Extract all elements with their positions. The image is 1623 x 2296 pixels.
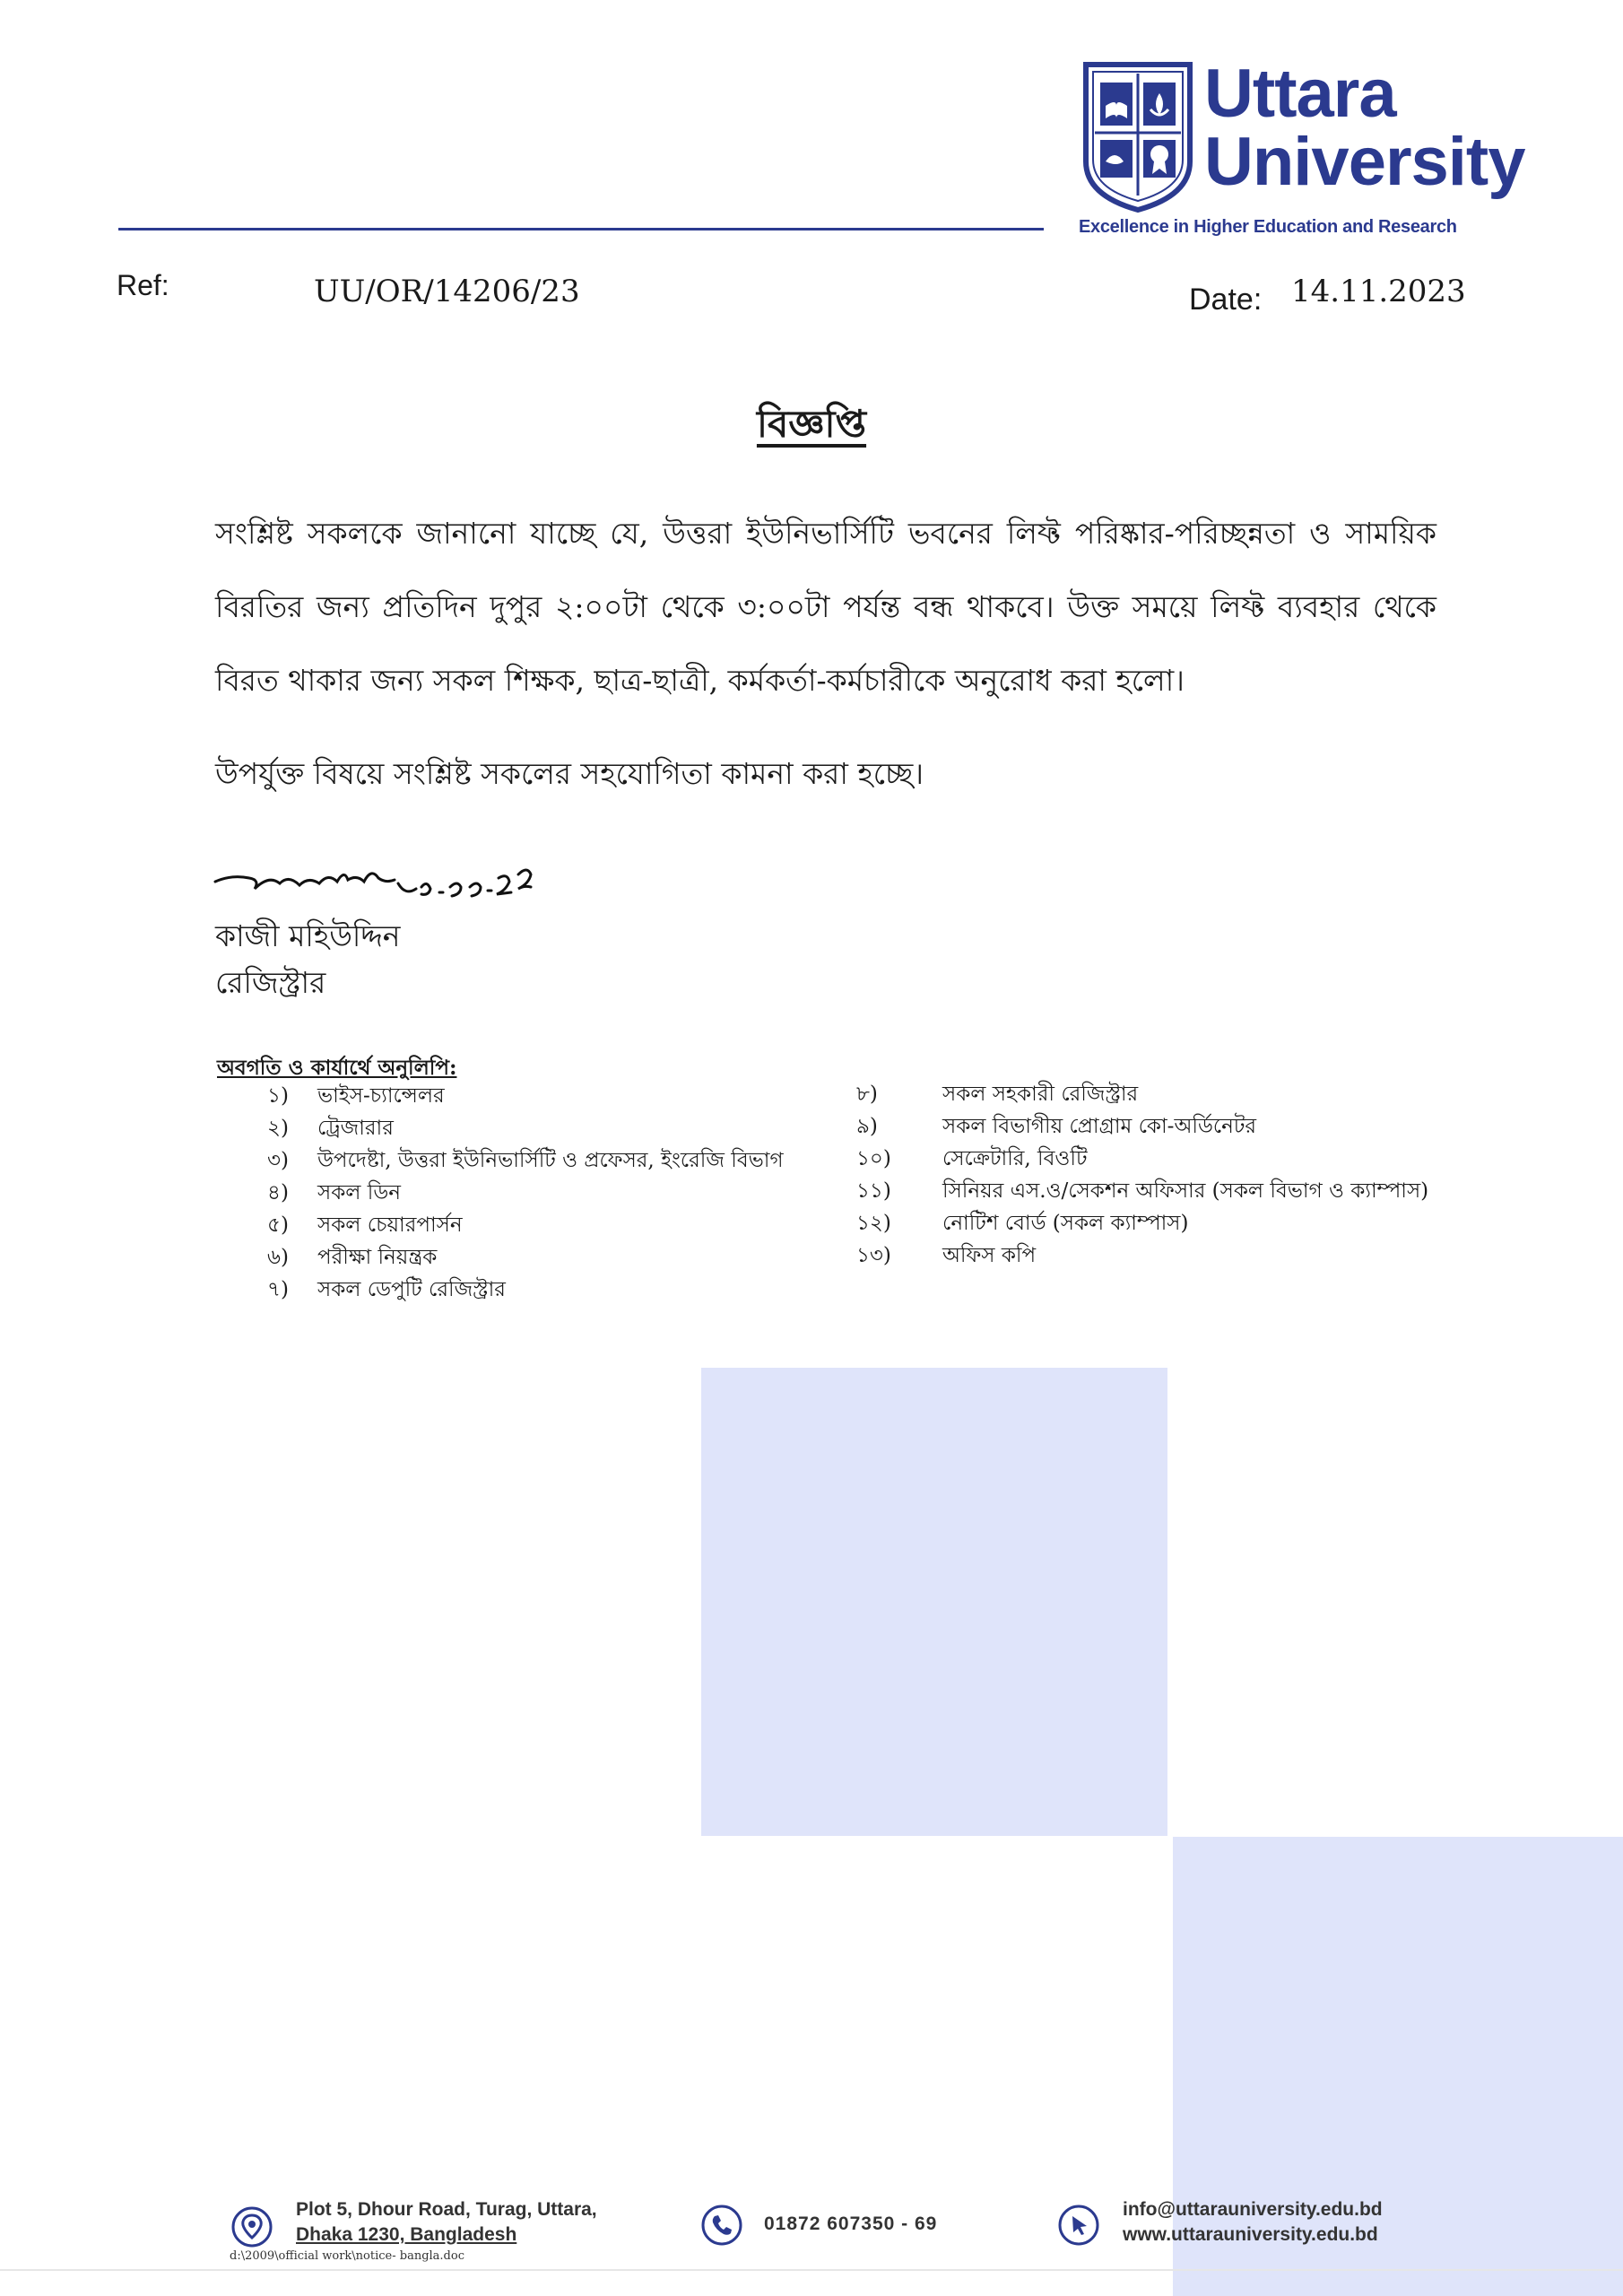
list-item [242, 1241, 784, 1274]
list-item-text: সকল চেয়ারপার্সন [317, 1213, 463, 1237]
footer-address-line-2: Dhaka 1230, Bangladesh [296, 2224, 517, 2245]
notice-title-text: বিজ্ঞপ্তি [756, 402, 867, 446]
list-item-text: সকল সহকারী রেজিস্ট্রার [942, 1083, 1139, 1106]
header-divider [118, 228, 1044, 230]
list-item [242, 1177, 784, 1209]
bottom-edge-line [0, 2269, 1623, 2271]
phone-icon [701, 2205, 742, 2246]
list-item-number: ৩) [267, 1149, 289, 1172]
list-item-number: ৭) [267, 1278, 289, 1301]
list-item-text: উপদেষ্টা, উত্তরা ইউনিভার্সিটি ও প্রফেসর, ইংরেজি বিভাগ [317, 1149, 784, 1172]
list-item-text: নোটিশ বোর্ড (সকল ক্যাম্পাস) [942, 1212, 1189, 1235]
notice-title [0, 395, 1623, 458]
notice-paragraph-2: উপর্যুক্ত বিষয়ে সংশ্লিষ্ট সকলের সহযোগিতা কামনা করা হচ্ছে। [215, 756, 924, 791]
document-file-path: d:\2009\official work\notice- bangla.doc [230, 2249, 464, 2263]
date-label: Date: [1189, 283, 1263, 317]
copy-to-list-right [856, 1078, 1428, 1272]
list-item-number: ২) [267, 1117, 289, 1140]
list-item-text: সকল ডিন [317, 1181, 401, 1205]
list-item-number: ১১) [856, 1179, 891, 1203]
list-item-text: সকল বিভাগীয় প্রোগ্রাম কো-অর্ডিনেটর [942, 1115, 1257, 1138]
list-item-text: ভাইস-চ্যান্সেলর [317, 1084, 445, 1108]
ref-label: Ref: [117, 269, 169, 301]
list-item-number: ১২) [856, 1212, 891, 1235]
list-item [856, 1078, 1428, 1110]
shield-crest-icon [1081, 61, 1195, 213]
university-logo [1079, 56, 1525, 244]
list-item [242, 1144, 784, 1177]
list-item [856, 1207, 1428, 1239]
location-pin-icon [231, 2206, 273, 2248]
decorative-shade-block [701, 1368, 1167, 1836]
footer-address-line-1: Plot 5, Dhour Road, Turag, Uttara, [296, 2199, 597, 2220]
signatory-designation: রেজিস্ট্রার [215, 965, 326, 1000]
list-item-text: সিনিয়র এস.ও/সেকশন অফিসার (সকল বিভাগ ও ক্যাম্পাস) [942, 1179, 1429, 1203]
date-value: 14.11.2023 [1291, 274, 1466, 309]
ref-number: UU/OR/14206/23 [314, 274, 580, 309]
copy-to-list-left [242, 1080, 784, 1306]
list-item [242, 1080, 784, 1112]
list-item-text: সকল ডেপুটি রেজিস্ট্রার [317, 1278, 506, 1301]
signatory-name: কাজী মহিউদ্দিন [215, 918, 401, 953]
list-item [242, 1112, 784, 1144]
list-item-number: ১) [267, 1084, 289, 1108]
notice-paragraph-1: সংশ্লিষ্ট সকলকে জানানো যাচ্ছে যে, উত্তরা ইউনিভার্সিটি ভবনের লিফ্ট পরিষ্কার-পরিচ্ছন্নতা ও সাময়িক বিরতির জন্য প্রতিদিন দুপুর ২:০০টা থেকে ৩:০০টা পর্যন্ত বন্ধ থাকবে। উক্ত সময়ে লিফ্ট ব্যবহার থেকে বিরত থাকার জন্য সকল শিক্ষক, ছাত্র-ছাত্রী, কর্মকর্তা-কর্মচারীকে অনুরোধ করা হলো। [215, 516, 1436, 698]
list-item [856, 1143, 1428, 1175]
cursor-web-icon [1058, 2205, 1099, 2246]
list-item [242, 1209, 784, 1241]
footer-email[interactable]: info@uttarauniversity.edu.bd [1123, 2199, 1383, 2220]
list-item [242, 1274, 784, 1306]
list-item [856, 1239, 1428, 1272]
handwritten-signature [213, 848, 590, 910]
list-item-text: ট্রেজারার [317, 1117, 394, 1140]
logo-wordmark-uttara: Uttara [1204, 56, 1396, 132]
logo-wordmark-university: University [1204, 124, 1525, 200]
copy-to-heading: অবগতি ও কার্যার্থে অনুলিপি: [217, 1056, 457, 1080]
list-item-number: ১০) [856, 1147, 891, 1170]
list-item-number: ৫) [267, 1213, 289, 1237]
logo-tagline: Excellence in Higher Education and Research [1079, 217, 1457, 237]
list-item [856, 1110, 1428, 1143]
list-item-number: ৯) [856, 1115, 878, 1138]
list-item [856, 1175, 1428, 1207]
list-item-number: ৬) [267, 1246, 289, 1269]
list-item-number: ১৩) [856, 1244, 891, 1267]
footer-website[interactable]: www.uttarauniversity.edu.bd [1123, 2224, 1378, 2245]
list-item-number: ৪) [267, 1181, 289, 1205]
list-item-number: ৮) [856, 1083, 878, 1106]
list-item-text: অফিস কপি [942, 1244, 1037, 1267]
footer-phone[interactable]: 01872 607350 - 69 [764, 2213, 938, 2234]
list-item-text: সেক্রেটারি, বিওটি [942, 1147, 1088, 1170]
list-item-text: পরীক্ষা নিয়ন্ত্রক [317, 1246, 438, 1269]
